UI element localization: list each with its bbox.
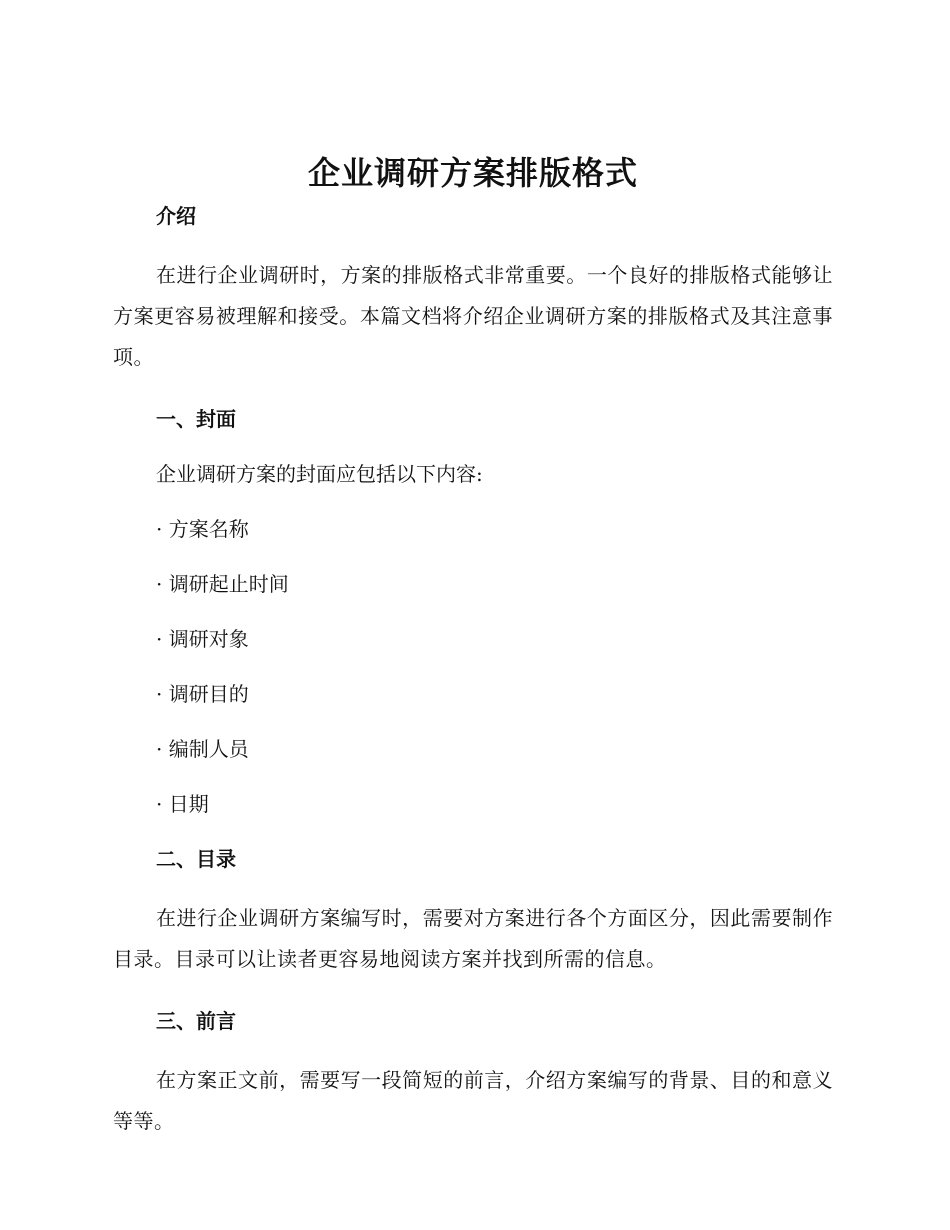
preface-heading: 三、前言 [156,1009,236,1033]
cover-item-date: · 日期 [156,792,209,816]
document-page [113,150,833,1142]
intro-paragraph: 在进行企业调研时，方案的排版格式非常重要。一个良好的排版格式能够让方案更容易被理解和接受。本篇文档将介绍企业调研方案的排版格式及其注意事项。 [113,263,833,369]
cover-heading: 一、封面 [156,407,236,431]
preface-paragraph: 在方案正文前，需要写一段简短的前言，介绍方案编写的背景、目的和意义等等。 [113,1068,833,1133]
cover-item-authors: · 编制人员 [156,737,249,761]
cover-item-subject: · 调研对象 [156,627,249,651]
cover-item-period: · 调研起止时间 [156,572,289,596]
intro-heading: 介绍 [156,204,196,228]
cover-item-name: · 方案名称 [156,517,249,541]
cover-lead: 企业调研方案的封面应包括以下内容: [156,462,483,486]
toc-heading: 二、目录 [156,847,236,871]
toc-paragraph: 在进行企业调研方案编写时，需要对方案进行各个方面区分，因此需要制作目录。目录可以让读者更容易地阅读方案并找到所需的信息。 [113,906,833,971]
document-title: 企业调研方案排版格式 [307,154,638,192]
cover-item-purpose: · 调研目的 [156,682,249,706]
